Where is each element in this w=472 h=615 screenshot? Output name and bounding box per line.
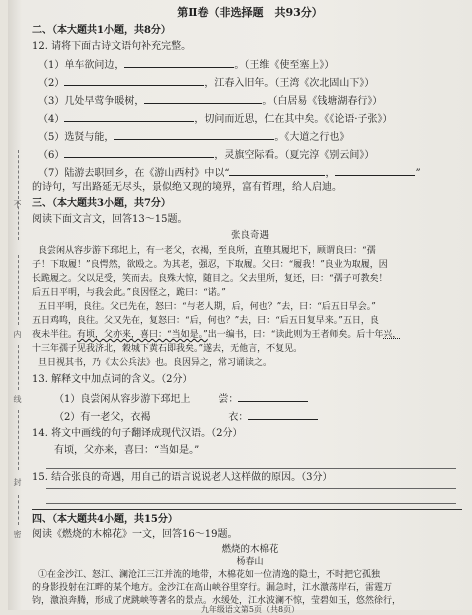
story-line: 子！下取履！”良愕然，欲殴之。为其老，强忍，下取履。父曰：“履我！”良业为取履，因 — [32, 260, 388, 270]
section-divider — [32, 509, 462, 510]
story-line: 旦日视其书，乃《太公兵法》也。良因异之，常习诵读之。 — [38, 358, 273, 368]
answer-blank[interactable] — [229, 165, 325, 176]
question-12: 12. 请将下面古诗文语句补充完整。 — [32, 41, 192, 52]
binding-dash-line — [18, 345, 20, 390]
binding-dash-line — [18, 410, 20, 470]
answer-blank[interactable] — [248, 409, 318, 420]
story-line: 夜未半往。有顷，父亦来，喜曰：“当如是。”出一编书，曰：“读此则为王者师矣。后十年兴， — [32, 330, 402, 340]
answer-blank[interactable] — [114, 129, 274, 140]
q12-item-6: （6） ，灵旗空际看。（夏完淳《别云间》） — [38, 147, 374, 162]
answer-blank[interactable] — [335, 165, 415, 176]
q12-item-7: （7）陆游去职回乡，在《游山西村》中以“ ， ” — [38, 165, 421, 180]
q12-item-1: （1）单车欲问边， 。（王维《使至塞上》） — [38, 57, 334, 72]
q12-item-7-cont: 的诗句，写出路延无尽头，景似绝又现的境界，富有哲理，给人启迪。 — [32, 182, 342, 193]
story-title: 张良奇遇 — [230, 230, 269, 241]
q14-sentence: 有顷，父亦来，喜曰：“当如是。” — [54, 445, 200, 456]
story-line: 后五日平明，与我会此。”良因怪之，跪曰：“诺。” — [32, 288, 226, 298]
binding-char: 线 — [13, 395, 22, 403]
story-line: 五日鸡鸣，良往。父又先在，复怒曰：“后，何也？”去，曰：“后五日复早来。”五日，良 — [32, 316, 379, 326]
question-14: 14. 将文中画线的句子翻译成现代汉语。（2分） — [32, 428, 243, 439]
q12-item-2: （2） ，江春入旧年。（王湾《次北固山下》） — [38, 75, 374, 90]
answer-line[interactable] — [46, 467, 456, 469]
page-footer: 九年级语文第5页（共8页） — [200, 605, 300, 614]
article-title: 燃烧的木棉花 — [221, 544, 279, 555]
answer-line[interactable] — [46, 502, 456, 504]
question-13: 13. 解释文中加点词的含义。（2分） — [32, 374, 193, 385]
q12-item-4: （4） ，切问而近思，仁在其中矣。《《论语·子张》） — [38, 111, 393, 126]
answer-blank[interactable] — [64, 75, 204, 86]
answer-blank[interactable] — [144, 93, 262, 104]
story-line: 五日平明，良往。父已先在，怒曰：“与老人期，后，何也？”去，曰：“后五日早会。” — [38, 302, 376, 312]
answer-blank[interactable] — [238, 391, 308, 402]
story-line: 十三年孺子见我济北，穀城下黄石即我矣。”遂去，无他言，不复见。 — [32, 344, 303, 354]
answer-line[interactable] — [46, 487, 456, 489]
q13-part-1: （1）良尝闲从容步游下邳圯上 尝： — [54, 391, 308, 406]
binding-char: 内 — [13, 330, 22, 338]
q13-part-2: （2）有一老父，衣褐 衣： — [54, 409, 318, 424]
story-line: 长跪履之。父以足受，笑而去。良殊大惊，随目之。父去里所，复还，曰：“孺子可教矣！ — [32, 274, 388, 284]
story-line: 良尝闲从容步游下邳圯上，有一老父，衣褐，至良所，直堕其履圯下，顾谓良曰：“孺 — [38, 246, 376, 256]
answer-blank[interactable] — [64, 111, 194, 122]
binding-dash-line — [18, 150, 20, 240]
answer-blank[interactable] — [64, 147, 214, 158]
binding-dash-line — [18, 495, 20, 525]
article-paragraph: ①在金沙江、怒江、澜沧江三江并流的地带，木棉花如一位清逸的隐士，不时把它孤独 — [38, 570, 381, 580]
article-author: 杨春山 — [236, 557, 264, 567]
exam-sheet — [8, 0, 472, 614]
article-paragraph: 的身影投射在江畔的某个地方。金沙江在高山峡谷里穿行。漏急时，江水激荡岸石，雷霆万 — [32, 583, 393, 593]
section4-intro: 阅读《燃烧的木棉花》一文，回答16～19题。 — [32, 529, 238, 540]
binding-char: 封 — [13, 478, 22, 486]
section3-header: 三、（本大题共3小题，共7分） — [32, 198, 171, 209]
part-title: 第Ⅱ卷（非选择题 共93分） — [177, 6, 323, 19]
binding-char: 密 — [13, 530, 22, 538]
section2-header: 二、（本大题共1小题，共8分） — [32, 25, 171, 36]
answer-blank[interactable] — [124, 57, 234, 68]
question-15: 15. 结合张良的奇遇，用自己的语言说说老人这样做的原因。（3分） — [32, 472, 333, 483]
binding-dash-line — [18, 255, 20, 325]
section3-intro: 阅读下面文言文，回答13～15题。 — [32, 214, 188, 225]
q12-item-5: （5）选贤与能， 。《大道之行也》 — [38, 129, 349, 144]
underlined-sentence: 有顷，父亦来，喜曰：“当如是。” — [77, 330, 208, 340]
section4-header: 四、（本大题共4小题，共15分） — [32, 514, 178, 525]
binding-margin — [8, 0, 32, 610]
binding-char: 不 — [13, 200, 22, 208]
article-paragraph: 钧，激浪奔腾，形成了虎跳峡等著名的景点。水缓处，江水波澜不惊，莹碧如玉，悠然徐行， — [32, 596, 402, 606]
q12-item-3: （3）几处早莺争暖树， 。（白居易《钱塘湖春行》） — [38, 93, 382, 108]
